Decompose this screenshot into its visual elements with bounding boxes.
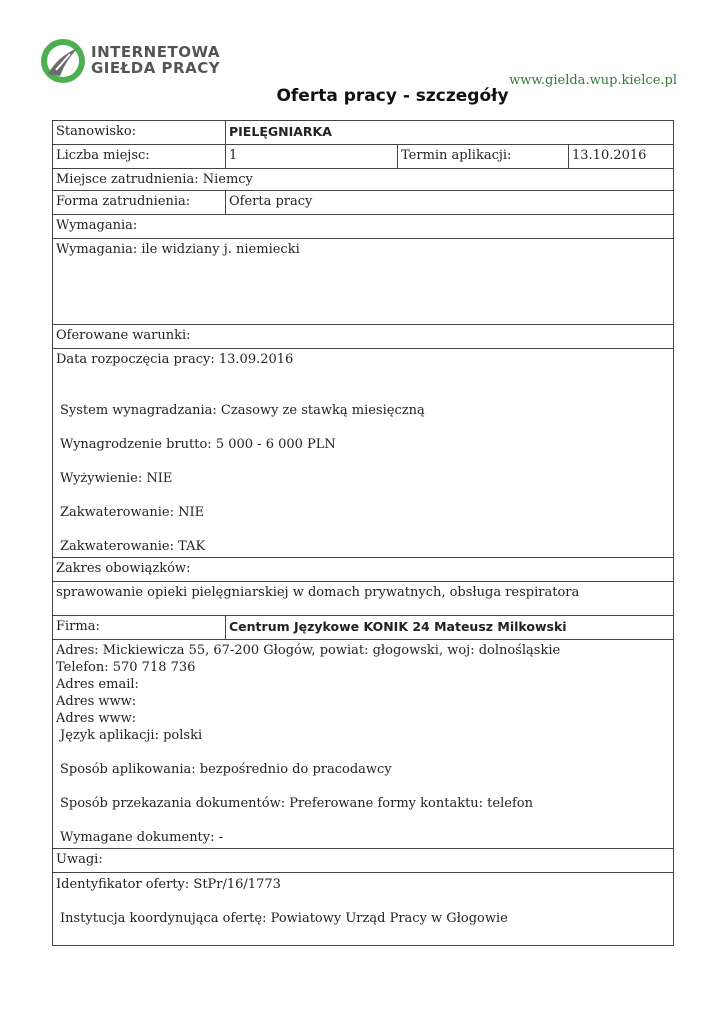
warunki-line: Zakwaterowanie: NIE <box>60 505 205 520</box>
zakres-value: sprawowanie opieki pielęgniarskiej w domach prywatnych, obsługa respiratora <box>53 582 674 616</box>
miejsce-zatrudnienia: Miejsce zatrudnienia: Niemcy <box>53 169 674 191</box>
liczba-value: 1 <box>226 145 398 169</box>
warunki-line: Zakwaterowanie: TAK <box>60 539 206 554</box>
firma-line: Sposób przekazania dokumentów: Preferowane formy kontaktu: telefon <box>60 796 533 811</box>
logo-text <box>91 44 220 76</box>
row-uwagi-value <box>53 873 674 946</box>
logo-line1: INTERNETOWA <box>91 43 220 61</box>
row-firma <box>53 616 674 640</box>
row-wymagania-value <box>53 239 674 325</box>
termin-label: Termin aplikacji: <box>398 145 569 169</box>
firma-line: Adres email: <box>56 677 139 692</box>
warunki-label: Oferowane warunki: <box>53 325 674 349</box>
logo <box>38 36 228 90</box>
row-warunki-label <box>53 325 674 349</box>
offer-table <box>52 120 674 946</box>
warunki-block <box>53 349 674 558</box>
zakres-label: Zakres obowiązków: <box>53 558 674 582</box>
uwagi-label: Uwagi: <box>53 849 674 873</box>
firma-line: Wymagane dokumenty: - <box>60 830 224 845</box>
warunki-line: Wynagrodzenie brutto: 5 000 - 6 000 PLN <box>60 437 336 452</box>
firma-line: Telefon: 570 718 736 <box>56 660 196 675</box>
uwagi-line: Identyfikator oferty: StPr/16/1773 <box>56 877 281 892</box>
row-firma-details <box>53 640 674 849</box>
termin-value: 13.10.2016 <box>569 145 674 169</box>
row-zakres-label <box>53 558 674 582</box>
forma-value: Oferta pracy <box>226 191 674 215</box>
row-forma <box>53 191 674 215</box>
row-zakres-value <box>53 582 674 616</box>
site-url-link[interactable]: www.gielda.wup.kielce.pl <box>509 73 677 88</box>
firma-line: Adres www: <box>56 694 137 709</box>
uwagi-line: Instytucja koordynująca ofertę: Powiatowy Urząd Pracy w Głogowie <box>60 911 508 926</box>
uwagi-block <box>53 873 674 946</box>
page-title: Oferta pracy - szczegóły <box>276 86 509 106</box>
row-liczba <box>53 145 674 169</box>
row-stanowisko <box>53 121 674 145</box>
firma-line: Adres: Mickiewicza 55, 67-200 Głogów, powiat: głogowski, woj: dolnośląskie <box>56 643 561 658</box>
forma-label: Forma zatrudnienia: <box>53 191 226 215</box>
logo-icon <box>38 36 88 86</box>
firma-line: Język aplikacji: polski <box>60 728 203 743</box>
liczba-label: Liczba miejsc: <box>53 145 226 169</box>
logo-line2: GIEŁDA PRACY <box>91 59 221 77</box>
firma-line: Adres www: <box>56 711 137 726</box>
warunki-line: System wynagradzania: Czasowy ze stawką miesięczną <box>60 403 425 418</box>
firma-value: Centrum Językowe KONIK 24 Mateusz Milkowski <box>226 616 674 640</box>
row-wymagania-label <box>53 215 674 239</box>
row-miejsce <box>53 169 674 191</box>
firma-label: Firma: <box>53 616 226 640</box>
wymagania-label: Wymagania: <box>53 215 674 239</box>
stanowisko-label: Stanowisko: <box>53 121 226 145</box>
warunki-line: Wyżywienie: NIE <box>60 471 173 486</box>
warunki-line: Data rozpoczęcia pracy: 13.09.2016 <box>56 352 294 367</box>
row-uwagi-label <box>53 849 674 873</box>
wymagania-value: Wymagania: ile widziany j. niemiecki <box>53 239 674 325</box>
firma-block <box>53 640 674 849</box>
row-warunki-value <box>53 349 674 558</box>
stanowisko-value: PIELĘGNIARKA <box>226 121 674 145</box>
firma-line: Sposób aplikowania: bezpośrednio do pracodawcy <box>60 762 392 777</box>
